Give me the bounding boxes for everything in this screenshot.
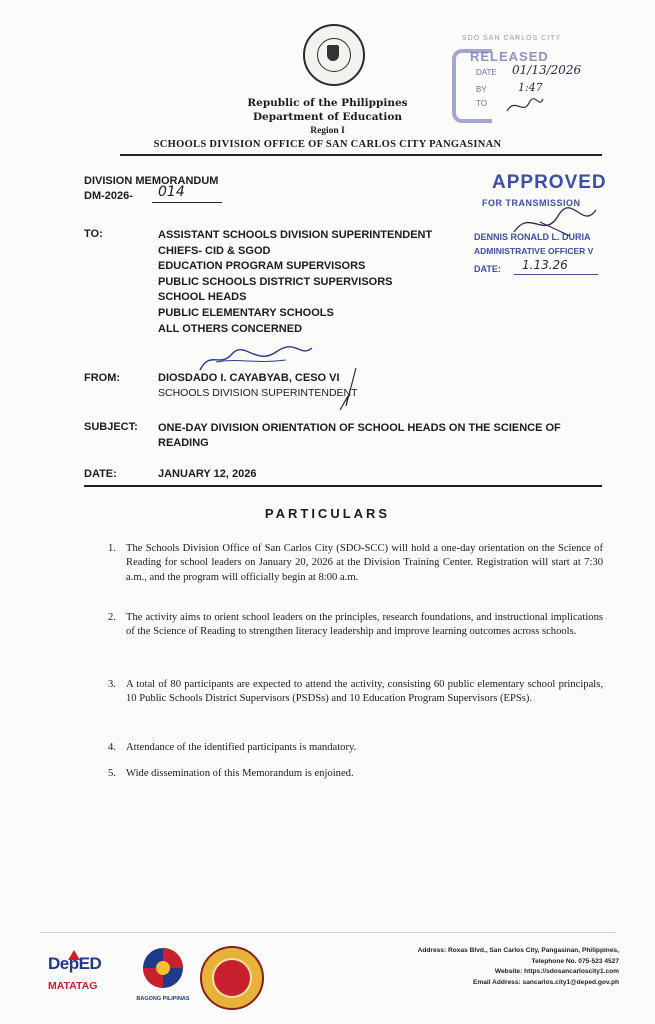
approved-title: APPROVED xyxy=(492,172,607,193)
footer-email[interactable]: Email Address: sancarlos.city1@deped.gov.ph xyxy=(472,978,619,986)
approved-signature-icon xyxy=(510,202,600,242)
particular-item: 1. The Schools Division Office of San Carlos City (SDO-SCC) will hold a one-day orientation on the Science of Reading for school leaders on January 20, 2026 at the Division Training Center. Registration will start at 7:30 a.m., and the program will officially begin at 8:00 a.m. xyxy=(108,543,603,583)
particular-item: 5. Wide dissemination of this Memorandum is enjoined. xyxy=(108,768,354,779)
from-name: DIOSDADO I. CAYABYAB, CESO VI xyxy=(158,372,340,384)
approved-subtitle: FOR TRANSMISSION xyxy=(482,198,581,208)
division-seal-icon xyxy=(200,946,264,1010)
released-signature-icon xyxy=(505,95,545,117)
recipient-item: CHIEFS- CID & SGOD xyxy=(158,244,271,257)
recipient-item: PUBLIC SCHOOLS DISTRICT SUPERVISORS xyxy=(158,275,393,288)
matatag-text: MATATAG xyxy=(48,980,98,992)
footer-address: Address: Roxas Blvd., San Carlos City, Pangasinan, Philippines, xyxy=(417,947,619,954)
footer-contact xyxy=(319,946,619,988)
bagong-pilipinas-text: BAGONG PILIPINAS xyxy=(136,996,190,1002)
torch-icon xyxy=(68,950,80,960)
to-recipients xyxy=(158,228,432,337)
header-office: SCHOOLS DIVISION OFFICE OF SAN CARLOS CITY PANGASINAN xyxy=(153,139,502,150)
released-time-value: 1:47 xyxy=(518,81,543,94)
bagong-pilipinas-emblem-icon xyxy=(134,944,192,992)
approved-date-value: 1.13.26 xyxy=(522,258,568,272)
footer-telephone: Telephone No. 075-523 4527 xyxy=(531,957,619,965)
released-title: RELEASED xyxy=(470,49,549,64)
recipient-item: EDUCATION PROGRAM SUPERVISORS xyxy=(158,260,366,273)
particular-item: 3. A total of 80 participants are expected to attend the activity, consisting 60 public elementary school principals, 10 Public Schools District Supervisors (PSDSs) and 10 Education Program Supervisors (EPSs). xyxy=(108,679,603,705)
subject-text: ONE-DAY DIVISION ORIENTATION OF SCHOOL HEADS ON THE SCIENCE OF READING xyxy=(158,422,561,449)
memo-number-handwritten: 014 xyxy=(158,184,185,200)
subject-label: SUBJECT: xyxy=(84,421,138,433)
released-stamp: SDO SAN CARLOS CITY RELEASED DATE 01/13/2026 BY 1:47 TO xyxy=(450,35,600,125)
recipient-item: ASSISTANT SCHOOLS DIVISION SUPERINTENDENT xyxy=(158,229,433,241)
header-department: Department of Education xyxy=(252,111,403,123)
to-label: TO: xyxy=(84,228,103,240)
released-to-label: TO xyxy=(476,99,487,108)
date-value: JANUARY 12, 2026 xyxy=(158,468,257,480)
particular-item: 4. Attendance of the identified participants is mandatory. xyxy=(108,742,357,753)
header-republic: Republic of the Philippines xyxy=(247,97,408,109)
deped-matatag-logo xyxy=(44,950,128,1008)
recipient-item: PUBLIC ELEMENTARY SCHOOLS xyxy=(158,306,334,319)
deped-logo-text: DepED xyxy=(48,954,102,973)
particular-item: 2. The activity aims to orient school leaders on the principles, research foundations, and instructional implications of the Science of Reading to strengthen literacy leadership and improve learning outcomes across schools. xyxy=(108,612,603,638)
header-divider xyxy=(120,154,602,156)
approved-date-label: DATE: xyxy=(474,264,501,274)
footer-divider xyxy=(40,932,615,933)
recipient-item: ALL OTHERS CONCERNED xyxy=(158,322,303,335)
approved-name: DENNIS RONALD L. DURIA xyxy=(474,232,591,242)
recipient-item: SCHOOL HEADS xyxy=(158,291,247,304)
released-date-value: 01/13/2026 xyxy=(512,63,582,77)
date-divider xyxy=(84,485,602,487)
memo-number-prefix: DM-2026- xyxy=(84,190,133,202)
header-region: Region I xyxy=(310,126,345,136)
initial-mark-icon xyxy=(336,366,360,416)
date-label: DATE: xyxy=(84,468,117,480)
from-label: FROM: xyxy=(84,372,121,384)
particulars-title: PARTICULARS xyxy=(264,506,391,521)
deped-seal-icon xyxy=(303,24,365,86)
released-by-label: BY xyxy=(476,85,487,94)
released-date-label: DATE xyxy=(476,68,497,77)
approved-position: ADMINISTRATIVE OFFICER V xyxy=(474,246,594,256)
memo-type: DIVISION MEMORANDUM xyxy=(84,175,219,187)
bagong-pilipinas-logo xyxy=(134,944,192,1008)
approved-stamp xyxy=(470,172,610,292)
from-title: SCHOOLS DIVISION SUPERINTENDENT xyxy=(158,387,358,399)
footer-website[interactable]: Website: https://sdosancarloscity1.com xyxy=(494,968,619,975)
